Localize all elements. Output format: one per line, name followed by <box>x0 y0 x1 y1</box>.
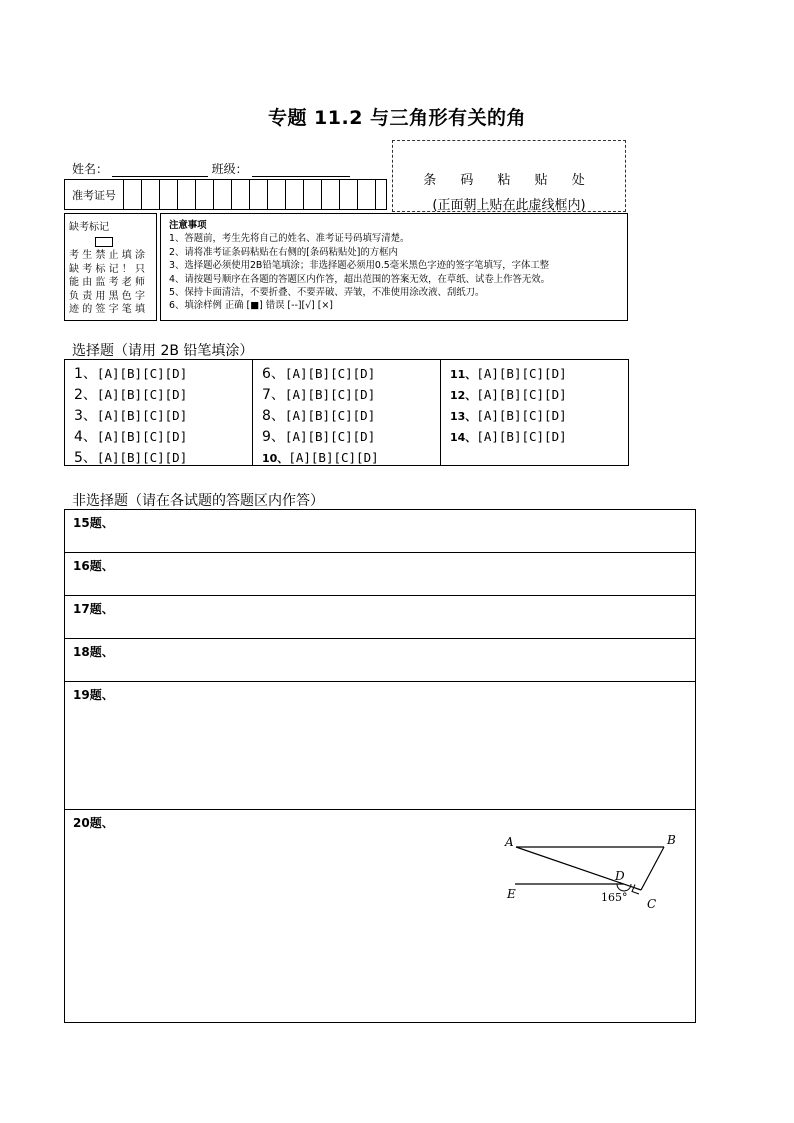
absent-mark-box <box>64 213 157 321</box>
choice-column <box>253 360 441 465</box>
question-number: 12、 <box>450 389 477 402</box>
choice-row[interactable] <box>65 447 252 468</box>
choice-row[interactable] <box>441 363 628 384</box>
exam-id-cell[interactable] <box>358 180 376 210</box>
choice-row[interactable] <box>65 363 252 384</box>
answer-options[interactable]: [A][B][C][D] <box>96 450 188 465</box>
exam-id-cell[interactable] <box>142 180 160 210</box>
choice-row[interactable] <box>65 426 252 447</box>
question-number: 7、 <box>262 387 285 403</box>
exam-id-table <box>64 179 387 210</box>
nonchoice-section-heading: 非选择题（请在各试题的答题区内作答） <box>72 493 324 509</box>
notes-item: 3、选择题必须使用2B铅笔填涂；非选择题必须用0.5毫米黑色字迹的签字笔填写，字体工整 <box>169 260 550 272</box>
notes-title: 注意事项 <box>169 220 207 231</box>
answer-box[interactable] <box>65 596 696 639</box>
angle-arc <box>617 884 631 891</box>
answer-options[interactable]: [A][B][C][D] <box>284 387 376 402</box>
label-d: D <box>615 869 625 883</box>
question-number: 8、 <box>262 408 285 424</box>
line-bc <box>641 847 664 890</box>
answer-options[interactable]: [A][B][C][D] <box>284 366 376 381</box>
answer-box[interactable] <box>65 510 696 553</box>
notes-item: 2、请将准考证条码粘贴在右侧的[条码粘贴处]的方框内 <box>169 246 398 258</box>
choice-row[interactable] <box>441 384 628 405</box>
choice-column <box>441 360 628 465</box>
answer-options[interactable]: [A][B][C][D] <box>476 387 567 402</box>
class-field[interactable] <box>252 164 350 177</box>
answer-options[interactable]: [A][B][C][D] <box>476 429 567 444</box>
answer-box[interactable] <box>65 682 696 810</box>
question-number: 5、 <box>74 450 97 466</box>
choice-section-heading: 选择题（请用 2B 铅笔填涂） <box>72 343 254 359</box>
exam-id-cell[interactable] <box>178 180 196 210</box>
question-label: 20题、 <box>73 816 114 830</box>
exam-id-cell[interactable] <box>322 180 340 210</box>
exam-id-cell[interactable] <box>214 180 232 210</box>
barcode-area <box>392 140 626 212</box>
name-label: 姓名： <box>72 162 109 176</box>
exam-id-cell[interactable] <box>268 180 286 210</box>
answer-options[interactable]: [A][B][C][D] <box>96 408 188 423</box>
notes-item: 5、保持卡面清洁，不要折叠、不要弄破、弄皱，不准使用涂改液、刮纸刀。 <box>169 287 485 299</box>
question-number: 2、 <box>74 387 97 403</box>
exam-id-cell[interactable] <box>250 180 268 210</box>
choice-row[interactable] <box>253 405 440 426</box>
exam-id-cell[interactable] <box>304 180 322 210</box>
angle-label: 165° <box>601 891 628 904</box>
choice-row[interactable] <box>253 447 440 468</box>
barcode-title: 条 码 粘 贴 处 <box>423 173 595 188</box>
question-number: 13、 <box>450 410 477 423</box>
question-number: 14、 <box>450 431 477 444</box>
label-a: A <box>505 835 514 849</box>
barcode-note: (正面朝上贴在此虚线框内) <box>432 198 586 213</box>
question-label: 17题、 <box>73 602 114 616</box>
answer-options[interactable]: [A][B][C][D] <box>476 408 567 423</box>
choice-column <box>65 360 253 465</box>
page-title: 专题 11.2 与三角形有关的角 <box>267 107 527 129</box>
question-label: 18题、 <box>73 645 114 659</box>
notes-item: 4、请按题号顺序在各题的答题区内作答，超出范围的答案无效，在草纸、试卷上作答无效。 <box>169 273 550 285</box>
label-c: C <box>647 897 657 911</box>
notes-item: 1、答题前，考生先将自己的姓名、准考证号码填写清楚。 <box>169 233 410 245</box>
choice-row[interactable] <box>253 384 440 405</box>
notes-item: 6、填涂样例 正确 [■] 错误 [--][√] [×] <box>169 300 333 312</box>
question-number: 3、 <box>74 408 97 424</box>
answer-options[interactable]: [A][B][C][D] <box>96 366 188 381</box>
absent-checkbox[interactable] <box>95 237 113 247</box>
geometry-figure <box>498 830 678 915</box>
answer-box[interactable] <box>65 810 696 1023</box>
absent-description: 考生禁止填涂缺考标记！只能由监考老师负责用黑色字迹的签字笔填 <box>69 250 149 315</box>
answer-options[interactable]: [A][B][C][D] <box>96 387 188 402</box>
question-number: 6、 <box>262 366 285 382</box>
question-number: 11、 <box>450 368 477 381</box>
answer-area-table <box>64 509 696 1023</box>
absent-title: 缺考标记 <box>69 222 109 233</box>
exam-id-cell[interactable] <box>196 180 214 210</box>
exam-id-cell[interactable] <box>286 180 304 210</box>
exam-id-cell[interactable] <box>124 180 142 210</box>
answer-options[interactable]: [A][B][C][D] <box>284 429 376 444</box>
exam-id-cell[interactable] <box>160 180 178 210</box>
choice-row[interactable] <box>65 405 252 426</box>
notes-box <box>160 213 628 321</box>
exam-id-label: 准考证号 <box>65 180 124 210</box>
exam-id-cell[interactable] <box>340 180 358 210</box>
answer-options[interactable]: [A][B][C][D] <box>284 408 376 423</box>
label-b: B <box>667 833 676 847</box>
exam-id-cell[interactable] <box>232 180 250 210</box>
class-label: 班级： <box>211 162 248 176</box>
choice-grid <box>64 359 629 466</box>
exam-id-cell[interactable] <box>376 180 387 210</box>
student-info-line <box>72 160 350 177</box>
question-number: 4、 <box>74 429 97 445</box>
choice-row[interactable] <box>253 426 440 447</box>
answer-box[interactable] <box>65 639 696 682</box>
label-e: E <box>507 887 516 901</box>
answer-options[interactable]: [A][B][C][D] <box>288 450 379 465</box>
question-number: 10、 <box>262 452 289 465</box>
answer-options[interactable]: [A][B][C][D] <box>476 366 567 381</box>
question-label: 15题、 <box>73 516 114 530</box>
choice-row[interactable] <box>441 426 628 447</box>
question-label: 16题、 <box>73 559 114 573</box>
answer-box[interactable] <box>65 553 696 596</box>
question-number: 9、 <box>262 429 285 445</box>
name-field[interactable] <box>112 164 208 177</box>
question-label: 19题、 <box>73 688 114 702</box>
choice-row[interactable] <box>253 363 440 384</box>
answer-options[interactable]: [A][B][C][D] <box>96 429 188 444</box>
choice-row[interactable] <box>441 405 628 426</box>
question-number: 1、 <box>74 366 97 382</box>
choice-row[interactable] <box>65 384 252 405</box>
